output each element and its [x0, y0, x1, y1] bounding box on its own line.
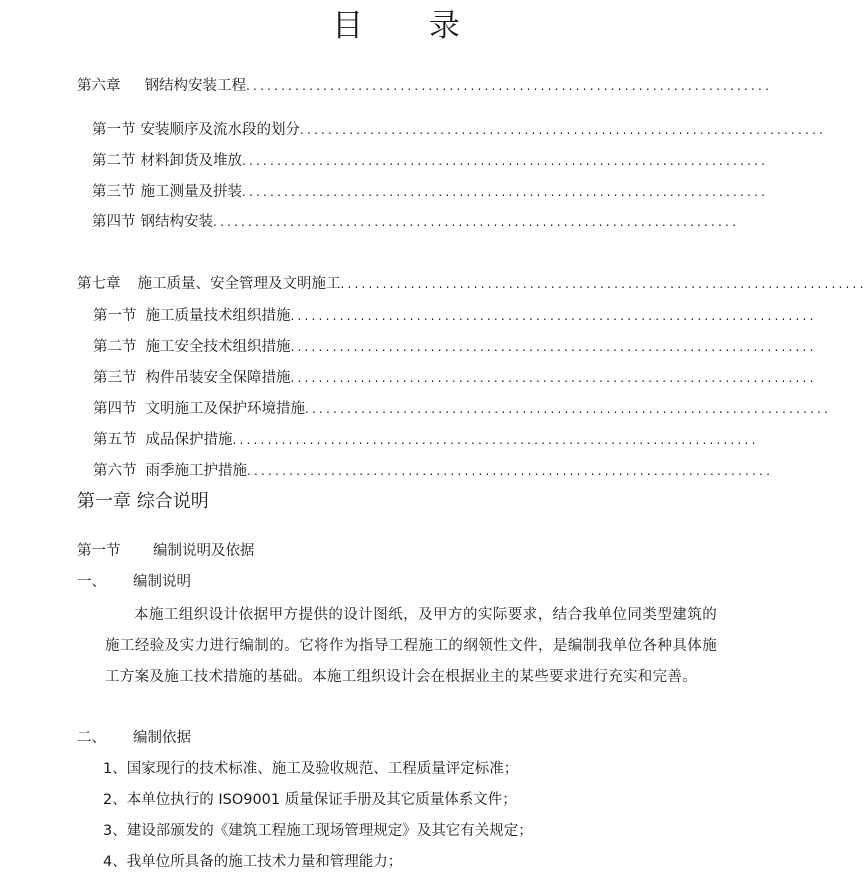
toc-leader-dots: ...........................................................................: [300, 123, 827, 137]
toc-section-title: 施工安全技术组织措施: [145, 339, 291, 355]
toc-section-number: 第六节: [93, 463, 137, 479]
toc-entry-chapter-6[interactable]: [77, 76, 773, 96]
toc-section-title: 钢结构安装: [140, 214, 213, 230]
toc-section-title: 材料卸货及堆放: [140, 153, 242, 169]
body-paragraph: 本施工组织设计依据甲方提供的设计图纸，及甲方的实际要求，结合我单位同类型建筑的施工经验及实力进行编制的。它将作为指导工程施工的纲领性文件，是编制我单位各种具体施工方案及施工技术措施的基础。本施工组织设计会在根据业主的某些要求进行充实和完善。: [105, 607, 717, 685]
toc-section-title: 文明施工及保护环境措施: [145, 401, 305, 417]
toc-section-number: 第四节: [92, 214, 136, 230]
toc-section-title: 安装顺序及流水段的划分: [140, 122, 300, 138]
toc-entry-section[interactable]: [93, 337, 817, 357]
toc-section-number: 第五节: [93, 432, 137, 448]
toc-section-number: 第三节: [92, 184, 136, 200]
toc-section-number: 第一节: [92, 122, 136, 138]
list-item: 4、我单位所具备的施工技术力量和管理能力；: [103, 854, 403, 870]
toc-section-number: 第二节: [92, 153, 136, 169]
toc-leader-dots: ...........................................................................: [340, 277, 867, 291]
toc-entry-chapter-7[interactable]: [77, 274, 867, 294]
toc-entry-section[interactable]: [92, 182, 769, 202]
toc-chapter-number: 第六章: [77, 78, 121, 94]
subsection-number: 一、: [77, 574, 106, 590]
chapter-heading: 第一章 综合说明: [77, 491, 209, 512]
list-item: 3、建设部颁发的《建筑工程施工现场管理规定》及其它有关规定；: [103, 823, 533, 839]
list-item: 2、本单位执行的 ISO9001 质量保证手册及其它质量体系文件；: [103, 792, 517, 808]
toc-leader-dots: ...........................................................................: [213, 215, 740, 229]
toc-chapter-number: 第七章: [77, 276, 121, 292]
toc-leader-dots: ...........................................................................: [246, 79, 773, 93]
toc-section-number: 第三节: [93, 370, 137, 386]
page-title: 目 录: [332, 8, 488, 44]
toc-entry-section[interactable]: [93, 368, 817, 388]
subsection-title: 编制依据: [133, 730, 191, 746]
subsection-number: 二、: [77, 730, 106, 746]
toc-leader-dots: ...........................................................................: [247, 464, 774, 478]
toc-section-number: 第二节: [93, 339, 137, 355]
toc-entry-section[interactable]: [93, 461, 774, 481]
section-number: 第一节: [77, 543, 121, 559]
toc-section-title: 构件吊装安全保障措施: [145, 370, 291, 386]
toc-leader-dots: ...........................................................................: [290, 309, 817, 323]
toc-entry-section[interactable]: [93, 399, 832, 419]
list-item: 1、国家现行的技术标准、施工及验收规范、工程质量评定标准；: [103, 761, 519, 777]
toc-leader-dots: ...........................................................................: [290, 371, 817, 385]
section-title: 编制说明及依据: [153, 543, 255, 559]
toc-chapter-title: 钢结构安装工程: [144, 78, 246, 94]
toc-entry-section[interactable]: [93, 430, 759, 450]
toc-entry-section[interactable]: [92, 212, 740, 232]
toc-section-title: 成品保护措施: [145, 432, 233, 448]
subsection-title: 编制说明: [133, 574, 191, 590]
toc-leader-dots: ...........................................................................: [242, 154, 769, 168]
toc-section-title: 雨季施工护措施: [145, 463, 247, 479]
toc-leader-dots: ...........................................................................: [232, 433, 759, 447]
toc-chapter-title: 施工质量、安全管理及文明施工: [137, 276, 341, 292]
toc-section-number: 第四节: [93, 401, 137, 417]
toc-section-title: 施工测量及拼装: [140, 184, 242, 200]
toc-leader-dots: ...........................................................................: [242, 185, 769, 199]
toc-entry-section[interactable]: [93, 306, 817, 326]
toc-leader-dots: ...........................................................................: [290, 340, 817, 354]
toc-section-title: 施工质量技术组织措施: [145, 308, 291, 324]
toc-section-number: 第一节: [93, 308, 137, 324]
toc-entry-section[interactable]: [92, 120, 827, 140]
toc-leader-dots: ...........................................................................: [305, 402, 832, 416]
toc-entry-section[interactable]: [92, 151, 769, 171]
